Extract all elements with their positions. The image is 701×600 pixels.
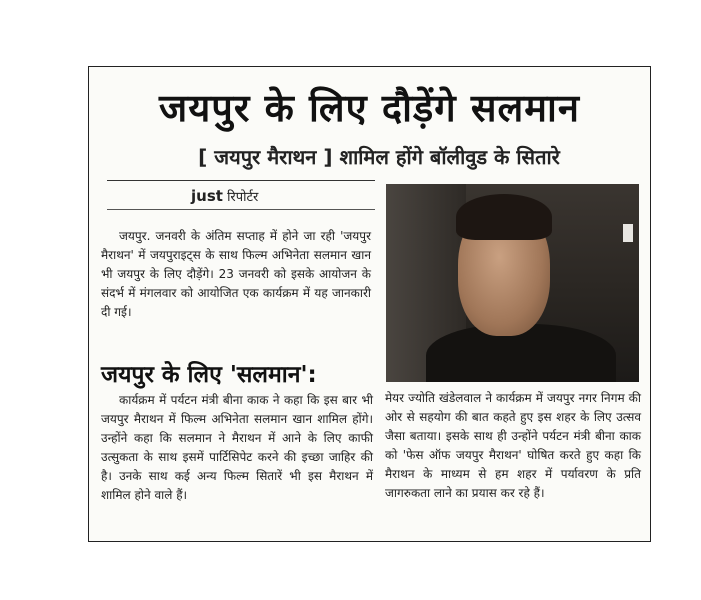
article-photo	[386, 184, 639, 382]
byline	[191, 187, 258, 205]
subheading: [ जयपुर मैराथन ] शामिल होंगे बॉलीवुड के सितारे	[198, 145, 560, 169]
divider	[107, 180, 375, 181]
byline-role: रिपोर्टर	[227, 190, 259, 205]
divider	[107, 209, 375, 210]
newspaper-clipping	[88, 66, 651, 542]
article-paragraph-2: कार्यक्रम में पर्यटन मंत्री बीना काक ने कहा कि इस बार भी जयपुर मैराथन में फिल्म अभिनेता सलमान खान शामिल होंगे। उन्होंने कहा कि सलमान ने मैराथन में आने के लिए काफी उत्सुकता के साथ इसमें पार्टिसिपेट करने की इच्छा जाहिर की है। उनके साथ कई अन्य फिल्म सितारें भी इस मैराथन में शामिल होने वाले हैं।	[101, 393, 373, 502]
headline: जयपुर के लिए दौड़ेंगे सलमान	[159, 86, 580, 130]
byline-brand: just	[191, 187, 223, 205]
section-subhead: जयपुर के लिए 'सलमान':	[101, 362, 317, 388]
article-paragraph-3: मेयर ज्योति खंडेलवाल ने कार्यक्रम में जयपुर नगर निगम की ओर से सहयोग की बात कहते हुए इस शहर के लिए उत्सव जैसा बताया। इसके साथ ही उन्होंने पर्यटन मंत्री बीना काक को 'फेस ऑफ जयपुर मैराथन' घोषित करते हुए कहा कि मैराथन के माध्यम से हम शहर में पर्यावरण के प्रति जागरुकता लाने का प्रयास कर रहे हैं।	[385, 391, 641, 500]
article-paragraph-1: जयपुर. जनवरी के अंतिम सप्ताह में होने जा रही 'जयपुर मैराथन' में जयपुराइट्स के साथ फिल्म अभिनेता सलमान खान भी जयपुर के लिए दौड़ेंगे। 23 जनवरी को इसके आयोजन के संदर्भ में मंगलवार को आयोजित एक कार्यक्रम में यह जानकारी दी गई।	[101, 229, 371, 319]
